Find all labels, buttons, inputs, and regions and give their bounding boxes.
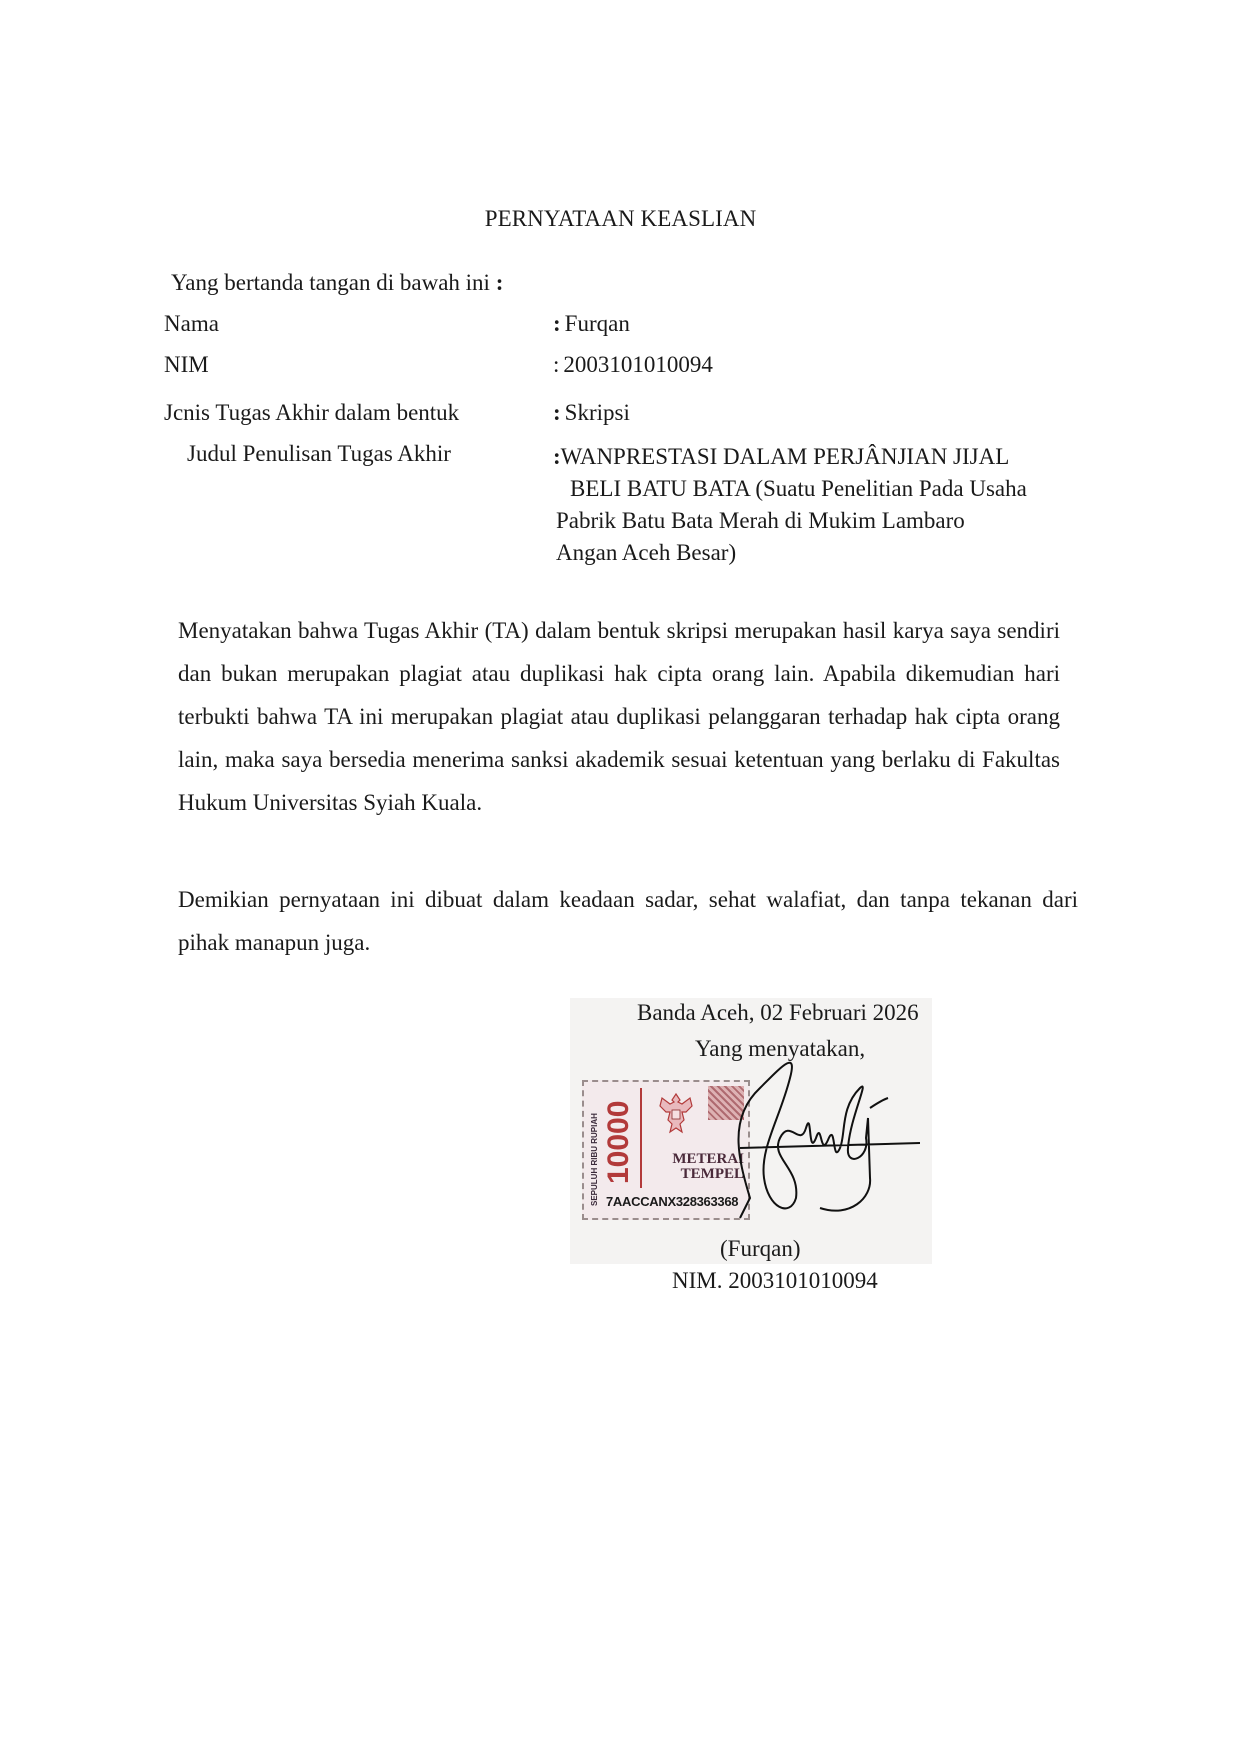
stamp-side-text: SEPULUH RIBU RUPIAH [590,1113,599,1206]
field-value-nama [553,311,630,337]
intro-line [171,270,507,296]
field-label-nama: Nama [164,311,219,336]
field-value-nim [553,352,713,378]
judul-line-1: :WANPRESTASI DALAM PERJÂNJIAN JIJAL [553,444,1010,469]
field-colon: : [553,444,561,469]
stamp-serial: 7AACCANX328363368 [606,1194,739,1209]
signature-block [570,998,932,1264]
field-value-judul [553,441,1083,569]
handwritten-signature [720,1048,920,1228]
city-date: Banda Aceh, 02 Februari 2026 [637,1000,919,1025]
field-value-text: Furqan [564,311,630,336]
field-value-text: Skripsi [564,400,630,425]
closing-paragraph: Demikian pernyataan ini dibuat dalam keadaan sadar, sehat walafiat, dan tanpa tekanan dari pihak manapun juga. [178,887,1078,955]
judul-line-4: Angan Aceh Besar) [556,540,737,565]
declarer-label: Yang menyatakan, [695,1036,866,1061]
statement-paragraph: Menyatakan bahwa Tugas Akhir (TA) dalam bentuk skripsi merupakan hasil karya saya sendiri dan bukan merupakan plagiat atau duplikasi hak cipta orang lain. Apabila dikemudian hari terbukti bahwa TA ini merupakan plagiat atau duplikasi pelanggaran terhadap hak cipta orang lain, maka saya bersedia menerima sanksi akademik sesuai ketentuan yang berlaku di Fakultas Hukum Universitas Syiah Kuala. [178,618,1060,815]
field-value-text: 2003101010094 [563,352,713,377]
judul-line-2: BELI BATU BATA (Suatu Penelitian Pada Usaha [570,476,1027,501]
field-colon: : [553,352,560,377]
stamp-divider [640,1088,642,1188]
field-value-jenis [553,400,630,426]
intro-colon: : [495,270,504,295]
signer-nim: NIM. 2003101010094 [672,1268,878,1293]
field-colon: : [553,311,561,336]
judul-line-3: Pabrik Batu Bata Merah di Mukim Lambaro [556,508,965,533]
field-label-judul: Judul Penulisan Tugas Akhir [187,441,451,466]
intro-text: Yang bertanda tangan di bawah ini [171,270,490,295]
stamp-value: 10000 [602,1100,635,1184]
field-colon: : [553,400,561,425]
document-title: PERNYATAAN KEASLIAN [484,206,757,231]
stamp-label: METERAI TEMPEL [672,1151,744,1182]
signer-name: (Furqan) [720,1236,801,1261]
field-label-nim: NIM [164,352,209,377]
garuda-emblem-icon [656,1090,696,1138]
field-label-jenis: Jcnis Tugas Akhir dalam bentuk [164,400,460,425]
